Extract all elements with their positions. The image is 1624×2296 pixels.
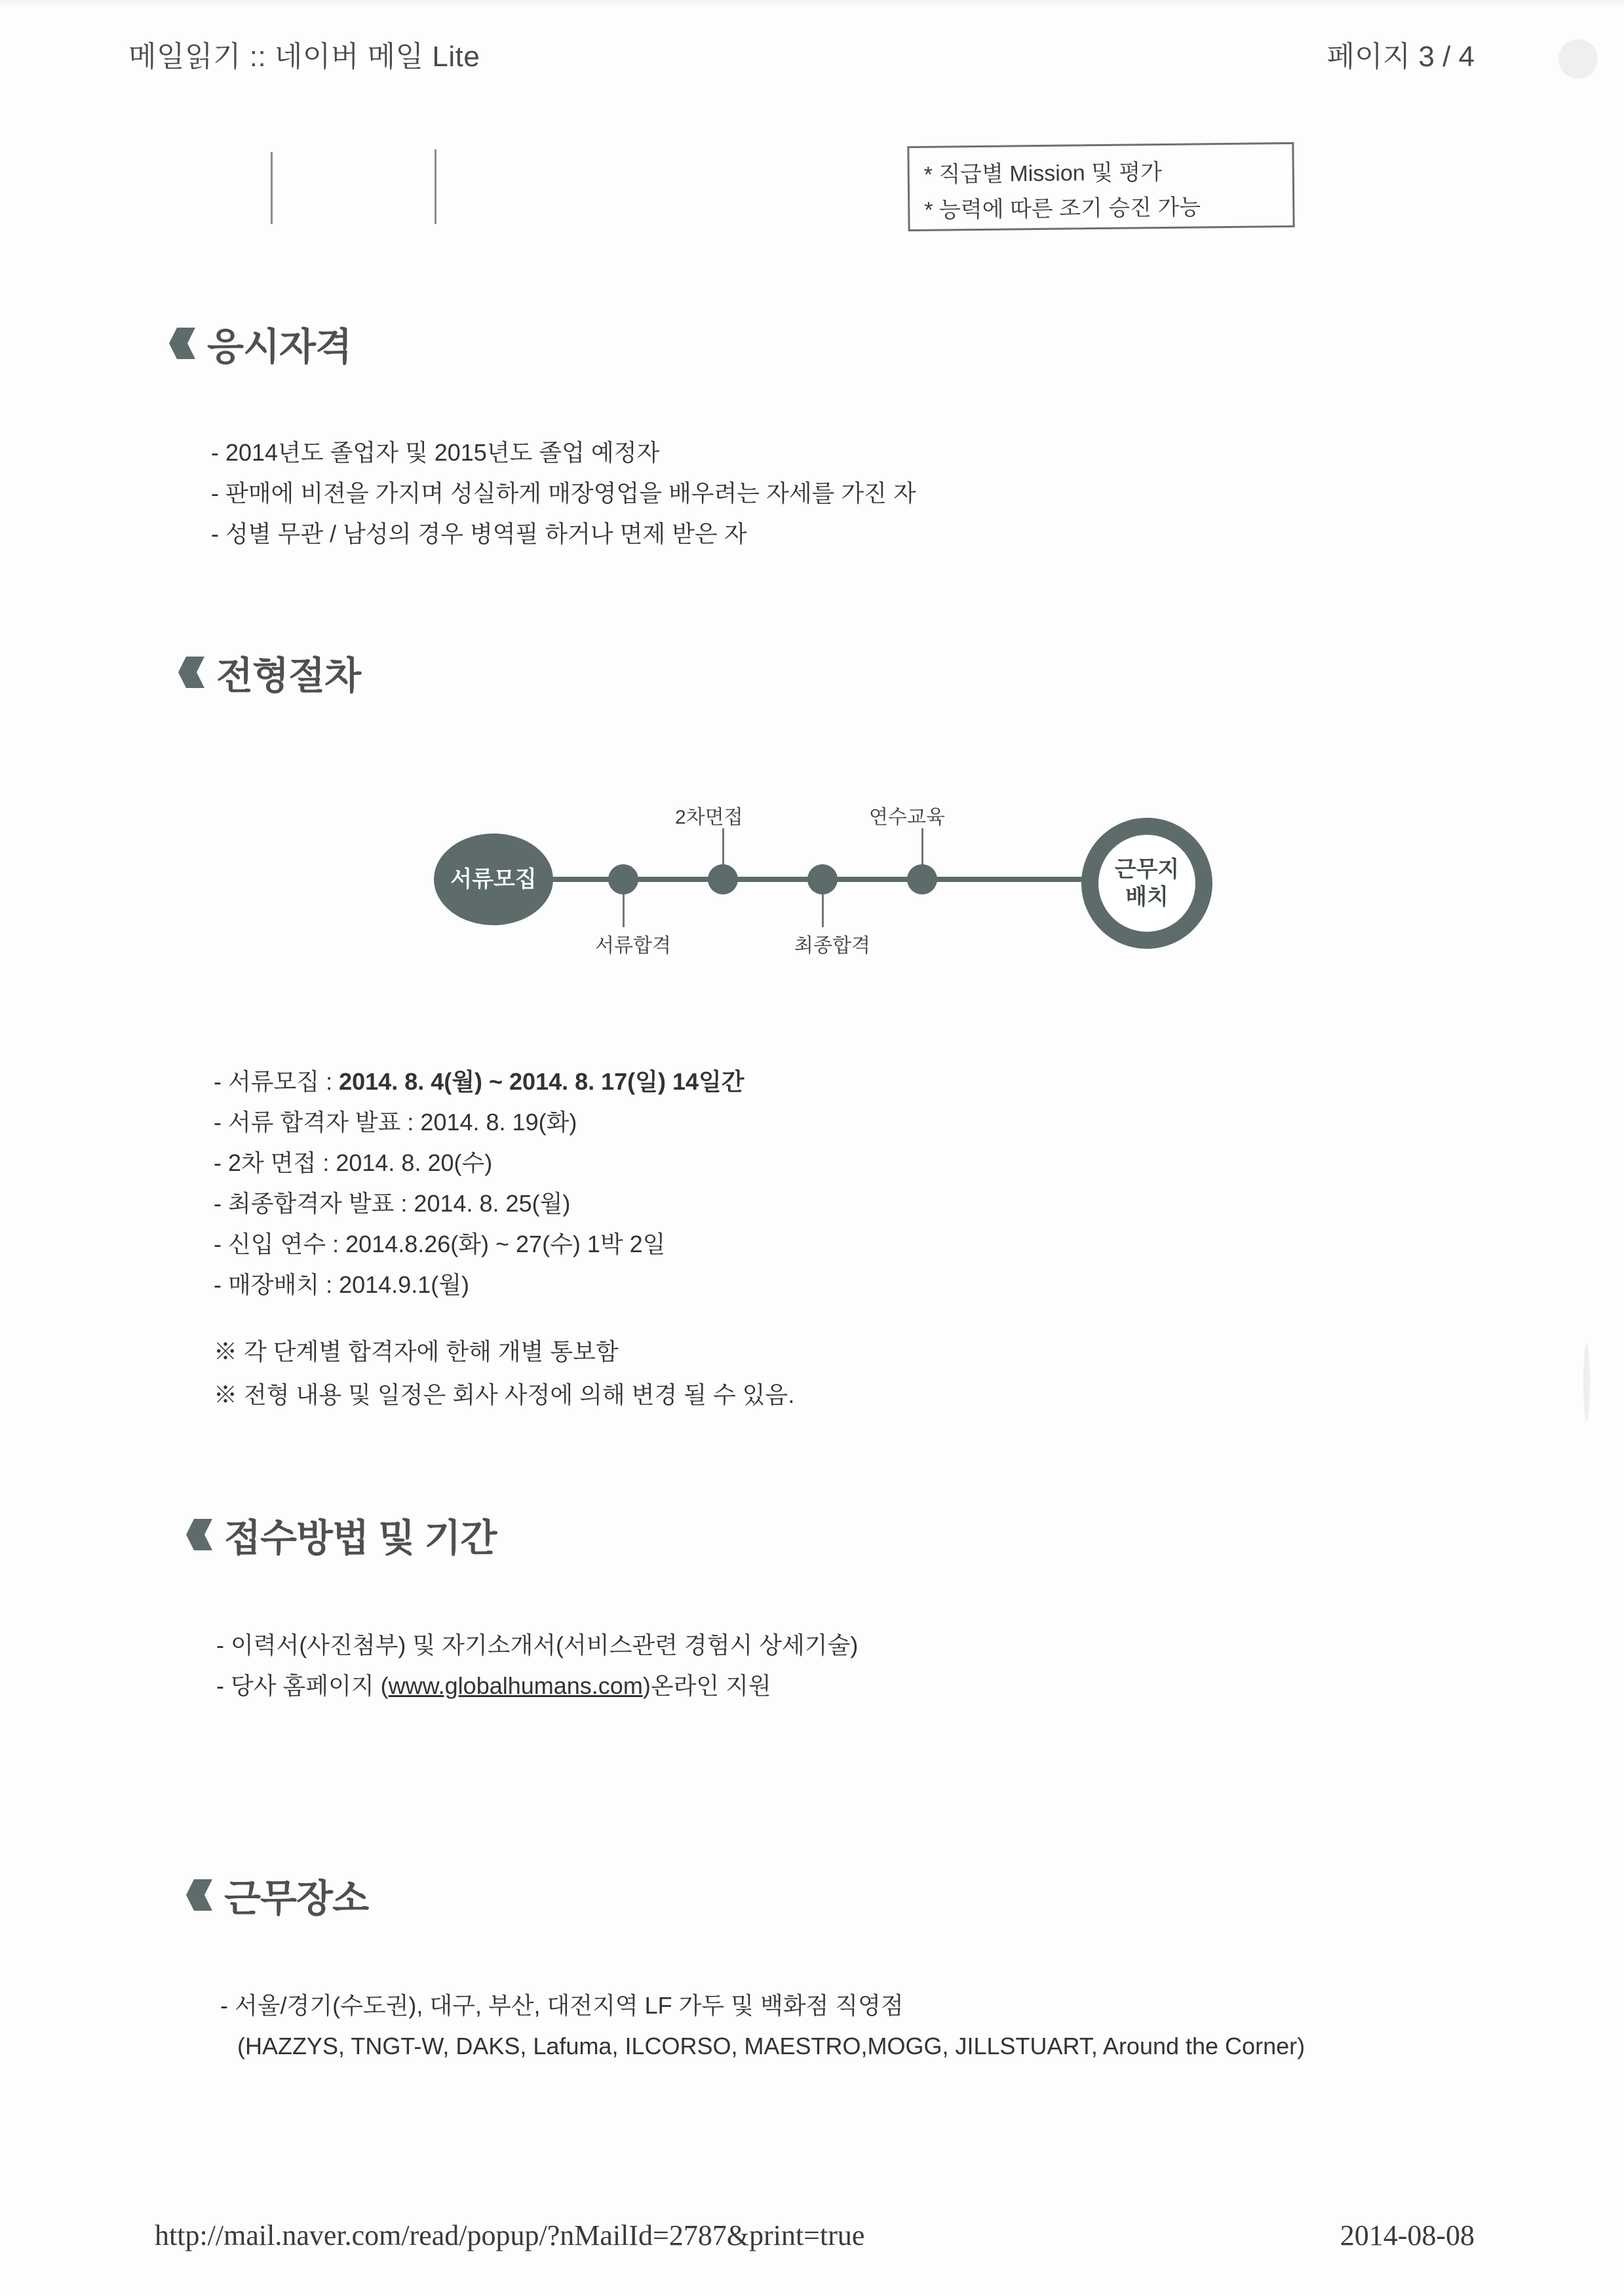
process-node xyxy=(907,864,937,894)
homepage-link[interactable]: www.globalhumans.com xyxy=(388,1672,643,1699)
hexagon-bullet-icon xyxy=(186,1518,216,1552)
process-stem xyxy=(722,828,724,866)
qualification-list xyxy=(211,432,916,554)
application-list xyxy=(216,1625,858,1706)
process-label-bottom-1: 서류합격 xyxy=(595,935,671,957)
footer-date: 2014-08-08 xyxy=(1340,2219,1475,2251)
process-stem xyxy=(921,828,923,866)
process-node xyxy=(807,864,838,894)
section-heading-application xyxy=(186,1507,496,1562)
process-end-circle xyxy=(1081,818,1212,949)
process-start-circle xyxy=(434,833,553,925)
schedule-notes xyxy=(214,1330,794,1417)
list-item-text: - 서류모집 : 2014. 8. 4(월) ~ 2014. 8. 17(일) 14일간 xyxy=(214,1068,744,1095)
document-footer xyxy=(0,2219,1624,2258)
process-label-top-2: 연수교육 xyxy=(869,807,945,828)
process-node xyxy=(608,864,638,894)
section-title-text: 응시자격 xyxy=(207,326,352,368)
process-node xyxy=(708,864,738,894)
process-stem xyxy=(623,893,625,927)
list-item-homepage xyxy=(216,1666,858,1706)
list-item: - 판매에 비젼을 가지며 성실하게 매장영업을 배우려는 자세를 가진 자 xyxy=(211,480,916,507)
list-item: - 2014년도 졸업자 및 2015년도 졸업 예정자 xyxy=(211,439,660,466)
homepage-prefix: - 당사 홈페이지 ( xyxy=(216,1672,389,1699)
footer-url: http://mail.naver.com/read/popup/?nMailId=2787&print=true xyxy=(155,2219,865,2251)
list-item xyxy=(214,1062,744,1102)
list-item: - 매장배치 : 2014.9.1(월) xyxy=(214,1271,469,1298)
section-heading-process xyxy=(178,645,360,700)
process-end-label-line1: 근무지 xyxy=(1114,857,1180,882)
list-item: - 성별 무관 / 남성의 경우 병역필 하거나 면제 받은 자 xyxy=(211,520,747,547)
process-start-label: 서류모집 xyxy=(450,867,537,892)
note-line-1: * 직급별 Mission 및 평가 xyxy=(923,160,1163,187)
document-header xyxy=(0,33,1624,79)
process-end-label-line2: 배치 xyxy=(1125,885,1169,909)
note-line-2: * 능력에 따른 조기 승진 가능 xyxy=(924,195,1201,223)
section-title-text: 접수방법 및 기간 xyxy=(224,1517,497,1559)
process-label-top-1: 2차면접 xyxy=(675,807,743,828)
section-heading-qualification xyxy=(169,316,351,371)
list-item: - 2차 면접 : 2014. 8. 20(수) xyxy=(214,1149,493,1176)
table-border-fragment xyxy=(435,149,436,224)
hexagon-bullet-icon xyxy=(186,1878,216,1912)
list-item: - 서울/경기(수도권), 대구, 부산, 대전지역 LF 가두 및 백화점 직영점 xyxy=(220,1992,904,2019)
worklocation-list xyxy=(220,1985,1305,2067)
list-item-brands: (HAZZYS, TNGT-W, DAKS, Lafuma, ILCORSO, MAESTRO,MOGG, JILLSTUART, Around the Corner) xyxy=(237,2033,1305,2059)
hexagon-bullet-icon xyxy=(178,655,208,689)
note-item: ※ 각 단계별 합격자에 한해 개별 통보함 xyxy=(214,1338,619,1365)
list-item: - 최종합격자 발표 : 2014. 8. 25(월) xyxy=(214,1190,571,1217)
page-indicator: 페이지 3 / 4 xyxy=(1326,41,1475,73)
recruitment-process-diagram xyxy=(419,760,1219,976)
header-title: 메일읽기 :: 네이버 메일 Lite xyxy=(128,41,480,73)
section-title-text: 근무장소 xyxy=(224,1877,369,1920)
homepage-suffix: )온라인 지원 xyxy=(642,1672,771,1699)
section-heading-worklocation xyxy=(186,1867,368,1923)
process-stem xyxy=(822,893,824,927)
list-item: - 이력서(사진첨부) 및 자기소개서(서비스관련 경험시 상세기술) xyxy=(216,1632,859,1658)
scan-speck xyxy=(1583,1343,1590,1422)
note-item: ※ 전형 내용 및 일정은 회사 사정에 의해 변경 될 수 있음. xyxy=(214,1381,795,1408)
section-title-text: 전형절차 xyxy=(216,655,361,697)
list-item: - 서류 합격자 발표 : 2014. 8. 19(화) xyxy=(214,1109,577,1136)
mission-note-box xyxy=(907,142,1294,231)
scan-edge-artifact xyxy=(0,0,1624,8)
hexagon-bullet-icon xyxy=(169,326,199,360)
process-label-bottom-2: 최종합격 xyxy=(794,935,870,957)
table-border-fragment xyxy=(271,152,273,224)
list-item: - 신입 연수 : 2014.8.26(화) ~ 27(수) 1박 2일 xyxy=(214,1231,666,1257)
schedule-list xyxy=(214,1062,744,1305)
